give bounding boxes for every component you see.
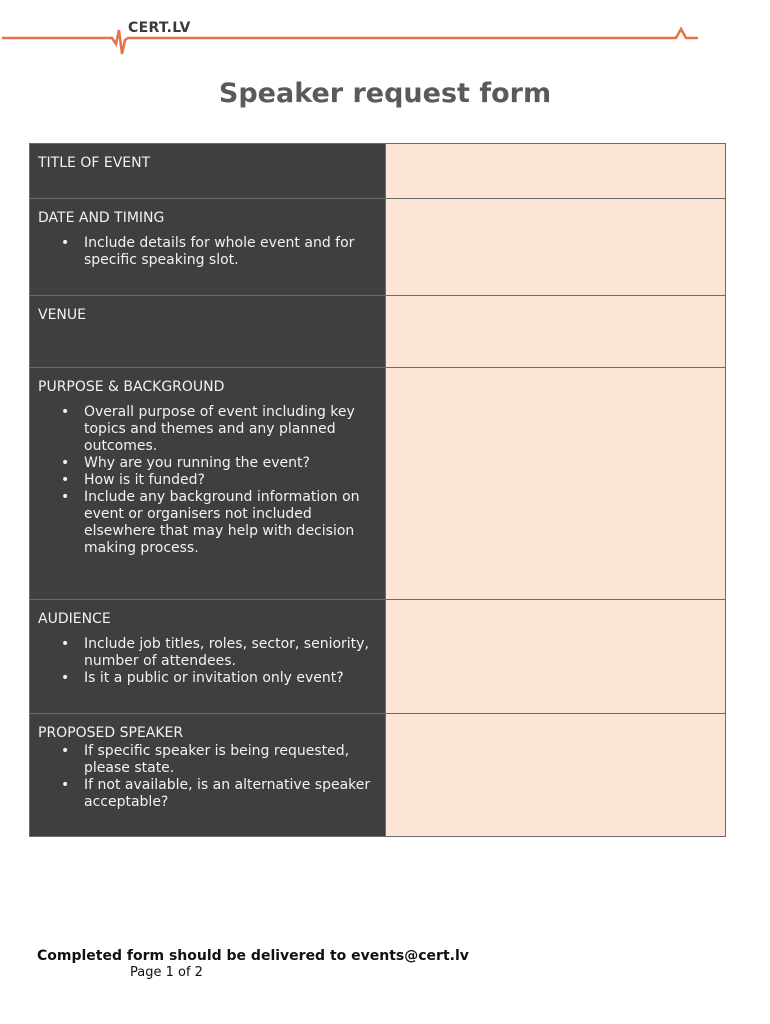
audience-field[interactable] — [386, 600, 726, 714]
row-label-date-and-timing — [30, 199, 386, 296]
row-label-audience — [30, 600, 386, 714]
hint-item: • Overall purpose of event including key topics and themes and any planned outcomes. — [84, 404, 377, 455]
table-row — [30, 368, 726, 600]
table-row — [30, 144, 726, 199]
logo-heartbeat-line — [0, 20, 770, 60]
page-number: Page 1 of 2 — [130, 965, 203, 980]
hint-item: • Include job titles, roles, sector, seniority, number of attendees. — [84, 636, 377, 670]
footer-note: Completed form should be delivered to events@cert.lv — [37, 948, 469, 964]
row-heading: PROPOSED SPEAKER — [38, 725, 184, 741]
hint-list — [38, 235, 377, 269]
hint-list — [38, 743, 377, 811]
hint-item: • Include details for whole event and for specific speaking slot. — [84, 235, 377, 269]
venue-field[interactable] — [386, 296, 726, 368]
hint-item: • Include any background information on event or organisers not included elsewhere that may help with decision making process. — [84, 489, 377, 557]
page-title: Speaker request form — [218, 78, 552, 109]
table-row — [30, 600, 726, 714]
hint-item: • Is it a public or invitation only event? — [84, 670, 377, 687]
row-heading: AUDIENCE — [38, 611, 111, 627]
hint-item: • Why are you running the event? — [84, 455, 377, 472]
row-label-proposed-speaker — [30, 714, 386, 837]
hint-list — [38, 636, 377, 687]
table-row — [30, 714, 726, 837]
speaker-request-table — [29, 143, 726, 837]
row-heading: DATE AND TIMING — [38, 210, 165, 226]
hint-item: • How is it funded? — [84, 472, 377, 489]
hint-item: • If specific speaker is being requested, please state. — [84, 743, 377, 777]
row-label-venue — [30, 296, 386, 368]
row-label-title-of-event — [30, 144, 386, 199]
row-heading: TITLE OF EVENT — [38, 155, 151, 171]
table-row — [30, 296, 726, 368]
purpose-background-field[interactable] — [386, 368, 726, 600]
date-and-timing-field[interactable] — [386, 199, 726, 296]
hint-list — [38, 404, 377, 557]
table-row — [30, 199, 726, 296]
row-label-purpose-background — [30, 368, 386, 600]
proposed-speaker-field[interactable] — [386, 714, 726, 837]
row-heading: PURPOSE & BACKGROUND — [38, 379, 225, 395]
row-heading: VENUE — [38, 307, 86, 323]
heartbeat-line-icon — [2, 29, 698, 54]
hint-item: • If not available, is an alternative speaker acceptable? — [84, 777, 377, 811]
logo: CERT.LV — [128, 20, 191, 36]
title-of-event-field[interactable] — [386, 144, 726, 199]
